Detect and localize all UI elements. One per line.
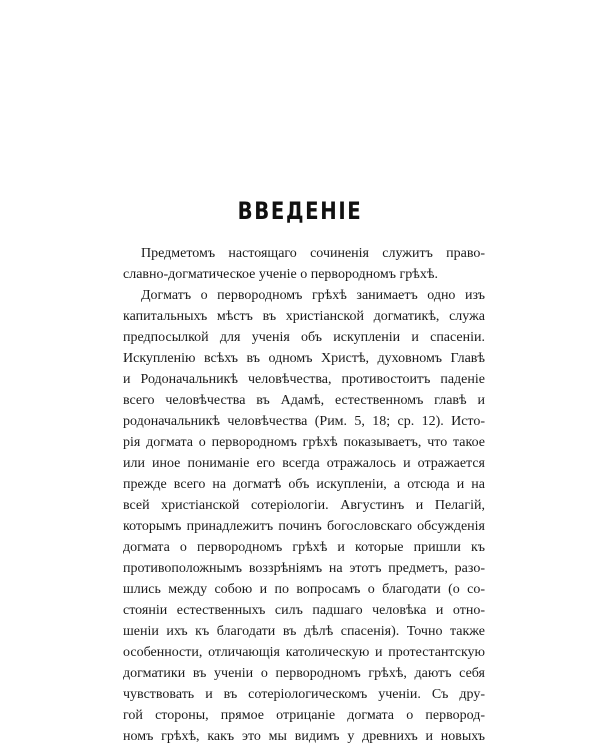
page-title: ВВЕДЕНІЕ (237, 197, 363, 225)
text-line: рія догмата о первородномъ грѣхѣ показываетъ, что такое (123, 435, 485, 450)
text-line: номъ грѣхѣ, какъ это мы видимъ у древнихъ и новыхъ (123, 729, 485, 744)
text-line: шлись между собою и по вопросамъ о благодати (о со- (123, 582, 485, 597)
text-line: противоположнымъ воззрѣніямъ на этотъ предметъ, разо- (123, 561, 485, 576)
text-line: или иное пониманіе его всегда отражалось и отражается (123, 456, 485, 471)
text-line: шеніи ихъ къ благодати въ дѣлѣ спасенія). Точно также (123, 624, 485, 639)
text-line: прежде всего на догматѣ объ искупленіи, а отсюда и на (123, 477, 485, 492)
text-line: предпосылкой для ученія объ искупленіи и спасеніи. (123, 330, 485, 345)
text-line: Предметомъ настоящаго сочиненія служитъ право- (141, 246, 485, 261)
text-line: которымъ принадлежитъ починъ богословскаго обсужденія (123, 519, 485, 534)
text-line: Искупленію всѣхъ въ одномъ Христѣ, духовномъ Главѣ (123, 351, 485, 366)
text-line: всего человѣчества въ Адамѣ, естественномъ главѣ и (123, 393, 485, 408)
text-line: капитальныхъ мѣстъ въ христіанской догматикѣ, служа (123, 309, 485, 324)
text-line: всей христіанской сотеріологіи. Августинъ и Пелагій, (123, 498, 485, 513)
text-line: чувствовать и въ сотеріологическомъ ученіи. Съ дру- (123, 687, 485, 702)
text-line: стояніи естественныхъ силъ падшаго человѣка и отно- (123, 603, 485, 618)
text-line: догмата о первородномъ грѣхѣ и которые пришли къ (123, 540, 485, 555)
text-line: догматики въ ученіи о первородномъ грѣхѣ, даютъ себя (123, 666, 485, 681)
text-line: и Родоначальникѣ человѣчества, противостоитъ паденіе (123, 372, 485, 387)
text-line: славно-догматическое ученіе о первородномъ грѣхѣ. (123, 267, 438, 282)
text-line: особенности, отличающія католическую и протестантскую (123, 645, 485, 660)
text-line: Догматъ о первородномъ грѣхѣ занимаетъ одно изъ (141, 288, 485, 303)
body-text (123, 243, 485, 747)
text-line: родоначальникѣ человѣчества (Рим. 5, 18; ср. 12). Исто- (123, 414, 485, 429)
text-line: гой стороны, прямое отрицаніе догмата о первород- (123, 708, 485, 723)
